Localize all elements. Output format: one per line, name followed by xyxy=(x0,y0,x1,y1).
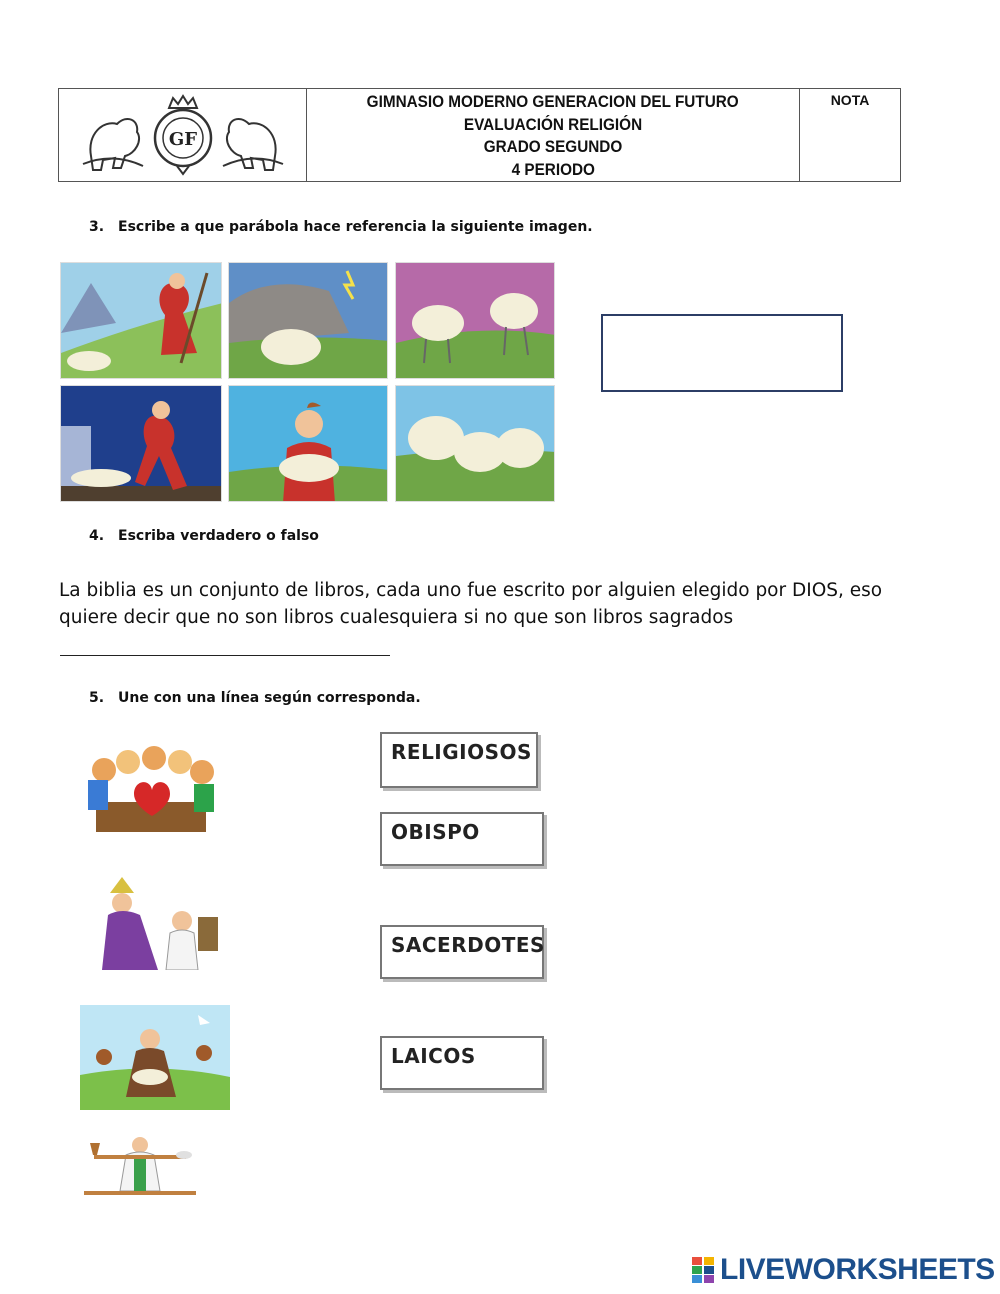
parable-answer-input[interactable] xyxy=(601,314,843,392)
grade-label: GRADO SEGUNDO xyxy=(483,137,623,156)
school-crest-logo xyxy=(73,94,293,176)
match-option-obispo[interactable]: OBISPO xyxy=(380,812,544,866)
question-3 xyxy=(89,219,689,239)
match-image-community[interactable] xyxy=(84,740,219,840)
parable-panel-4 xyxy=(60,385,222,502)
match-option-sacerdotes[interactable]: SACERDOTES xyxy=(380,925,544,979)
svg-text:GF: GF xyxy=(168,129,197,150)
question-number: 4. xyxy=(89,528,105,544)
question-number: 5. xyxy=(89,690,105,706)
parable-panel-5 xyxy=(228,385,388,502)
match-option-laicos[interactable]: LAICOS xyxy=(380,1036,544,1090)
liveworksheets-logo-icon xyxy=(692,1257,714,1283)
nota-label: NOTA xyxy=(830,92,870,108)
match-image-religious[interactable] xyxy=(80,1005,230,1110)
parable-panel-3 xyxy=(395,262,555,379)
header-table xyxy=(58,88,901,182)
match-image-bishop[interactable] xyxy=(100,875,245,970)
true-false-answer-line[interactable] xyxy=(60,655,390,656)
match-image-priest[interactable] xyxy=(84,1135,196,1197)
header-titles xyxy=(307,89,800,181)
parable-panel-1 xyxy=(60,262,222,379)
question-text: Escriba verdadero o falso xyxy=(118,528,319,544)
nota-cell xyxy=(800,89,900,181)
question-4 xyxy=(89,528,689,548)
exam-subject: EVALUACIÓN RELIGIÓN xyxy=(463,114,643,134)
parable-panel-6 xyxy=(395,385,555,502)
liveworksheets-brand[interactable] xyxy=(692,1253,995,1287)
question-text: Escribe a que parábola hace referencia la siguiente imagen. xyxy=(118,219,593,235)
school-logo-cell xyxy=(59,89,307,181)
question-text: Une con una línea según corresponda. xyxy=(118,690,421,706)
brand-name: LIVEWORKSHEETS xyxy=(720,1253,995,1286)
period-label: 4 PERIODO xyxy=(511,159,595,179)
question-5 xyxy=(89,690,689,710)
true-false-statement: La biblia es un conjunto de libros, cada uno fue escrito por alguien elegido por DIOS, eso quiere decir que no son libros cualesquiera si no que son libros sagrados xyxy=(59,580,883,628)
parable-panel-2 xyxy=(228,262,388,379)
match-option-religiosos[interactable]: RELIGIOSOS xyxy=(380,732,538,788)
question-number: 3. xyxy=(89,219,105,235)
school-name: GIMNASIO MODERNO GENERACION DEL FUTURO xyxy=(366,92,740,111)
